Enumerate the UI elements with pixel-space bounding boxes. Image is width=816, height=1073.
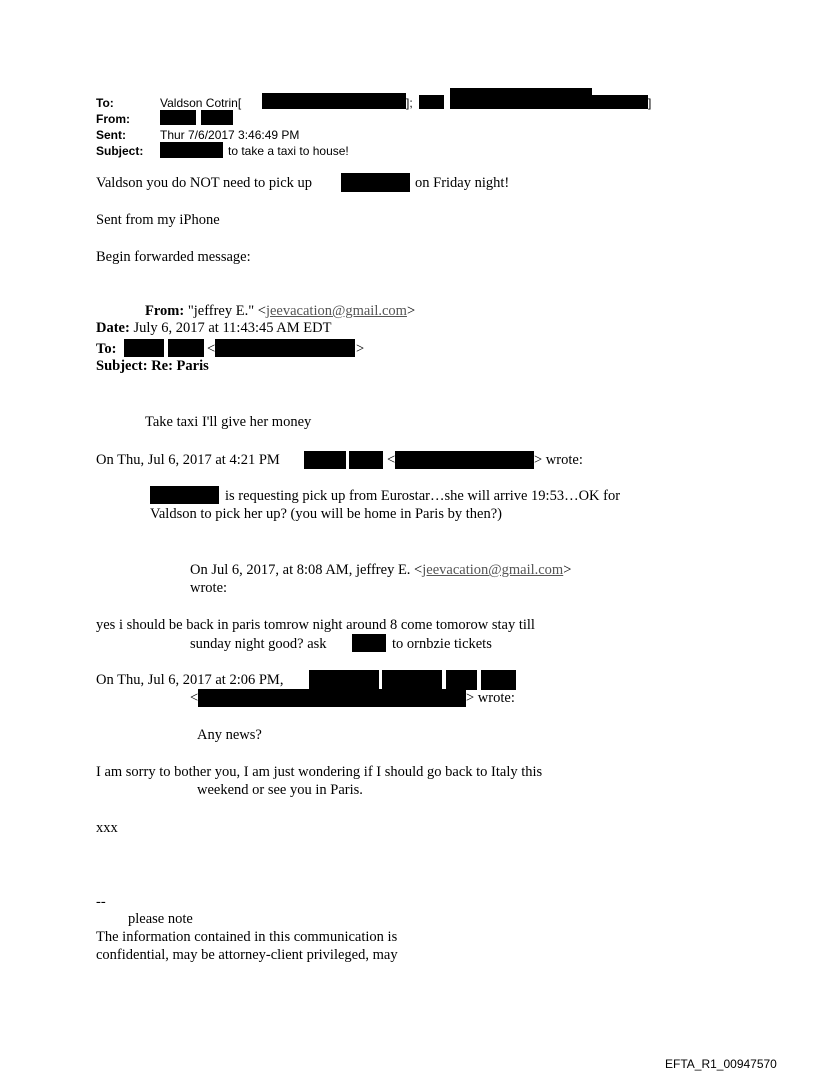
sorry-line-1: I am sorry to bother you, I am just wondering if I should go back to Italy this <box>96 764 543 780</box>
redaction-block <box>168 339 204 357</box>
redaction-block <box>382 670 442 690</box>
redaction-block <box>446 670 477 690</box>
on-thu-421: On Thu, Jul 6, 2017 at 4:21 PM <box>96 452 280 468</box>
request-line-2: Valdson to pick her up? (you will be home in Paris by then?) <box>150 506 502 522</box>
redaction-block <box>304 451 346 469</box>
xxx-signoff: xxx <box>96 820 118 836</box>
fwd-from-name: "jeffrey E." < <box>187 303 266 319</box>
fwd-subject-label: Subject: <box>96 358 148 374</box>
on2-text: On Jul 6, 2017, at 8:08 AM, jeffrey E. < <box>190 562 423 578</box>
yes-line-2a: sunday night good? ask <box>190 636 327 652</box>
any-news: Any news? <box>197 727 262 743</box>
fwd-from-label: From: <box>145 303 185 319</box>
redaction-block <box>450 88 592 109</box>
confidential-line-2: confidential, may be attorney-client privileged, may <box>96 947 398 963</box>
confidential-line-1: The information contained in this communication is <box>96 929 398 945</box>
body-line-1a: Valdson you do NOT need to pick up <box>96 175 312 191</box>
redaction-block <box>349 451 383 469</box>
redaction-block <box>352 634 386 652</box>
subject-label: Subject: <box>96 144 144 158</box>
subject-value: to take a taxi to house! <box>228 144 349 158</box>
redaction-block <box>309 670 379 690</box>
on1-lt: < <box>387 452 396 468</box>
redaction-block <box>215 339 355 357</box>
on1-wrote: > wrote: <box>534 452 583 468</box>
begin-forwarded: Begin forwarded message: <box>96 249 251 265</box>
redaction-block <box>160 110 196 125</box>
redaction-block <box>395 451 534 469</box>
on2-close: > <box>563 562 572 578</box>
request-line-1: is requesting pick up from Eurostar…she will arrive 19:53…OK for <box>225 488 621 504</box>
redaction-block <box>419 95 444 109</box>
redaction-block <box>198 689 466 707</box>
sorry-line-2: weekend or see you in Paris. <box>197 782 363 798</box>
redaction-block <box>160 142 223 158</box>
fwd-from <box>145 303 415 320</box>
redaction-block <box>201 110 233 125</box>
fwd-from-email[interactable]: jeevacation@gmail.com <box>265 303 407 319</box>
fwd-from-close: > <box>406 303 416 319</box>
on2-email[interactable]: jeevacation@gmail.com <box>422 562 564 578</box>
signature-dash: -- <box>96 894 106 910</box>
fwd-to-lt: < <box>207 341 216 357</box>
body-line-1b: on Friday night! <box>415 175 510 191</box>
sent-label: Sent: <box>96 128 126 142</box>
fwd-date-label: Date: <box>96 320 130 336</box>
taxi-message: Take taxi I'll give her money <box>145 414 312 430</box>
to-label: To: <box>96 96 114 110</box>
yes-line-2b: to ornbzie tickets <box>392 636 492 652</box>
please-note: please note <box>128 911 193 927</box>
to-end: ] <box>648 96 652 110</box>
on-jul6-808 <box>190 562 571 579</box>
sent-from-iphone: Sent from my iPhone <box>96 212 220 228</box>
redaction-block <box>341 173 410 192</box>
redaction-block <box>481 670 516 690</box>
sent-value: Thur 7/6/2017 3:46:49 PM <box>160 128 300 142</box>
on3-wrote: > wrote: <box>466 690 515 706</box>
yes-line-1: yes i should be back in paris tomrow night around 8 come tomorow stay till <box>96 617 535 633</box>
from-label: From: <box>96 112 130 126</box>
on2-wrote: wrote: <box>190 580 228 596</box>
to-separator: ]; <box>406 96 413 110</box>
to-value: Valdson Cotrin[ <box>160 96 242 110</box>
fwd-subject-value: Re: Paris <box>151 358 209 374</box>
fwd-to-label: To: <box>96 341 117 357</box>
fwd-to-gt: > <box>356 341 365 357</box>
fwd-subject <box>96 358 209 375</box>
fwd-date <box>96 320 331 337</box>
fwd-date-value: July 6, 2017 at 11:43:45 AM EDT <box>133 320 332 336</box>
document-id: EFTA_R1_00947570 <box>665 1057 777 1071</box>
on-thu-206: On Thu, Jul 6, 2017 at 2:06 PM, <box>96 672 284 688</box>
redaction-block <box>124 339 164 357</box>
on3-lt: < <box>190 690 199 706</box>
redaction-block <box>262 93 406 109</box>
redaction-block <box>586 95 648 109</box>
redaction-block <box>150 486 219 504</box>
